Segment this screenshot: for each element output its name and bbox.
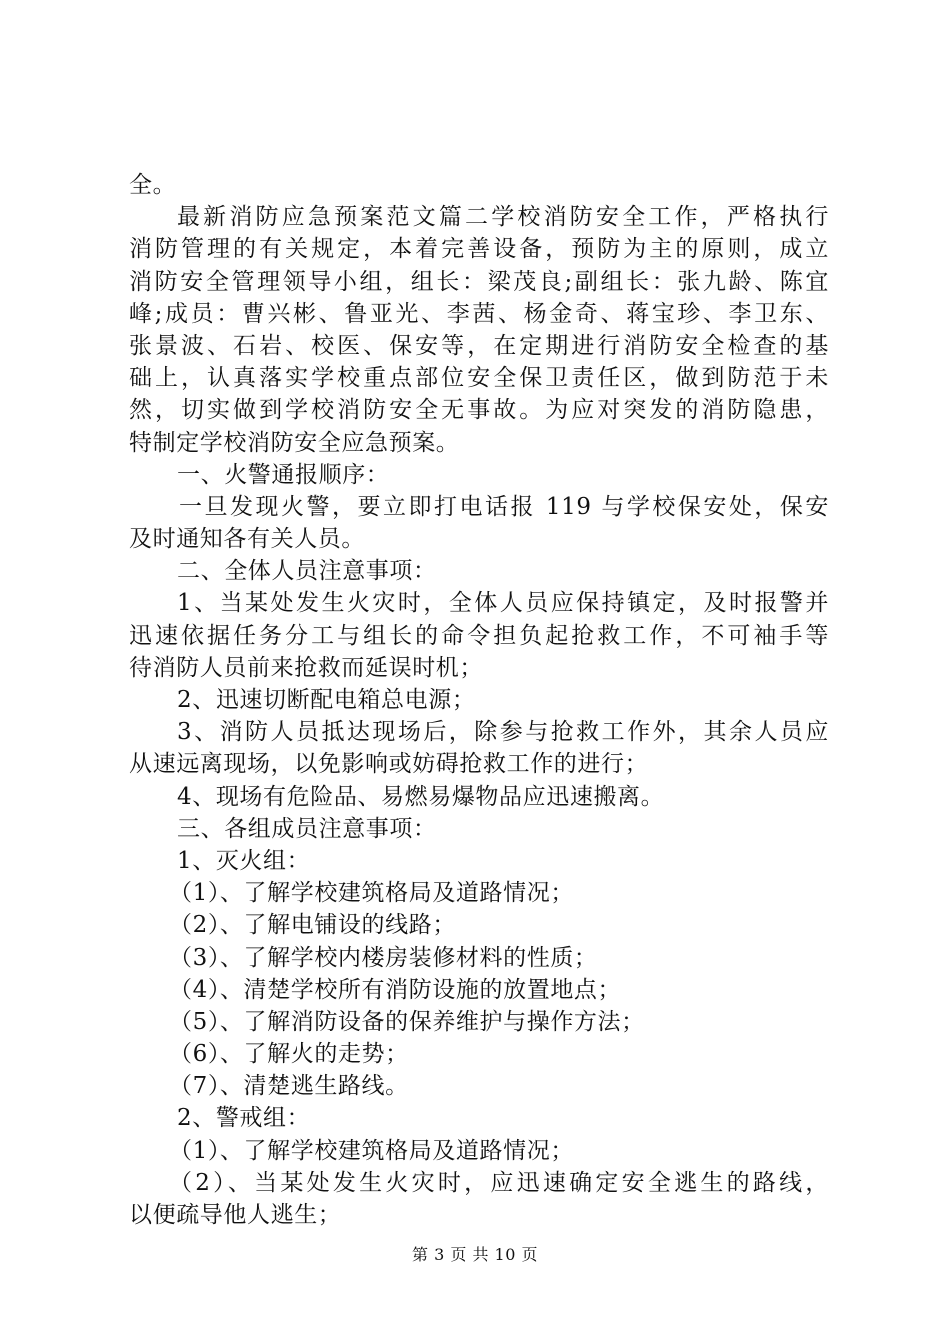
subsection-heading: 2、警戒组： xyxy=(177,1105,311,1132)
text-line: 及时通知各有关人员。 xyxy=(129,526,365,553)
text-line: 从速远离现场，以免影响或妨碍抢救工作的进行； xyxy=(129,751,649,778)
text-line: 然，切实做到学校消防安全无事故。为应对突发的消防隐患， xyxy=(129,397,829,424)
text-line: 特制定学校消防安全应急预案。 xyxy=(129,429,460,456)
list-item: 3、消防人员抵达现场后，除参与抢救工作外，其余人员应 xyxy=(177,719,829,746)
list-item: （2）、了解电铺设的线路； xyxy=(169,912,456,939)
text-line: 础上，认真落实学校重点部位安全保卫责任区，做到防范于未 xyxy=(129,365,829,392)
text-line: 全。 xyxy=(129,172,177,198)
section-heading: 一、火警通报顺序： xyxy=(177,461,390,488)
list-item: （4）、清楚学校所有消防设施的放置地点； xyxy=(169,976,622,1003)
document-body xyxy=(129,169,829,1231)
list-item: 2、迅速切断配电箱总电源； xyxy=(177,687,476,713)
section-heading: 三、各组成员注意事项： xyxy=(177,815,437,842)
subsection-heading: 1、灭火组： xyxy=(177,847,311,874)
list-item: （2）、当某处发生火灾时，应迅速确定安全逃生的路线， xyxy=(169,1169,829,1196)
list-item: 4、现场有危险品、易燃易爆物品应迅速搬离。 xyxy=(177,783,665,810)
section-heading: 二、全体人员注意事项： xyxy=(177,558,437,585)
list-item: （7）、清楚逃生路线。 xyxy=(169,1073,409,1100)
text-line: 峰;成员：曹兴彬、鲁亚光、李茜、杨金奇、蒋宝珍、李卫东、 xyxy=(129,300,829,327)
page-number-footer: 第 3 页 共 10 页 xyxy=(412,1245,538,1264)
text-line: 待消防人员前来抢救而延误时机； xyxy=(129,654,483,681)
list-item: （1）、了解学校建筑格局及道路情况； xyxy=(169,1137,574,1164)
list-item: （6）、了解火的走势； xyxy=(169,1041,409,1068)
text-line: 消防安全管理领导小组，组长：梁茂良;副组长：张九龄、陈宜 xyxy=(129,268,829,295)
list-item: （1）、了解学校建筑格局及道路情况； xyxy=(169,880,574,907)
paragraph-first-line: 1、当某处发生火灾时，全体人员应保持镇定，及时报警并 xyxy=(177,590,829,617)
text-line: 消防管理的有关规定，本着完善设备，预防为主的原则，成立 xyxy=(129,236,829,263)
text-line: 迅速依据任务分工与组长的命令担负起抢救工作，不可袖手等 xyxy=(129,622,829,649)
list-item: （5）、了解消防设备的保养维护与操作方法； xyxy=(169,1008,645,1035)
text-line: 以便疏导他人逃生； xyxy=(129,1202,342,1228)
paragraph-first-line: 最新消防应急预案范文篇二学校消防安全工作，严格执行 xyxy=(177,204,829,231)
paragraph-first-line: 一旦发现火警，要立即打电话报 119 与学校保安处，保安 xyxy=(179,493,829,520)
list-item: （3）、了解学校内楼房装修材料的性质； xyxy=(169,944,598,971)
text-line: 张景波、石岩、校医、保安等，在定期进行消防安全检查的基 xyxy=(129,332,829,359)
